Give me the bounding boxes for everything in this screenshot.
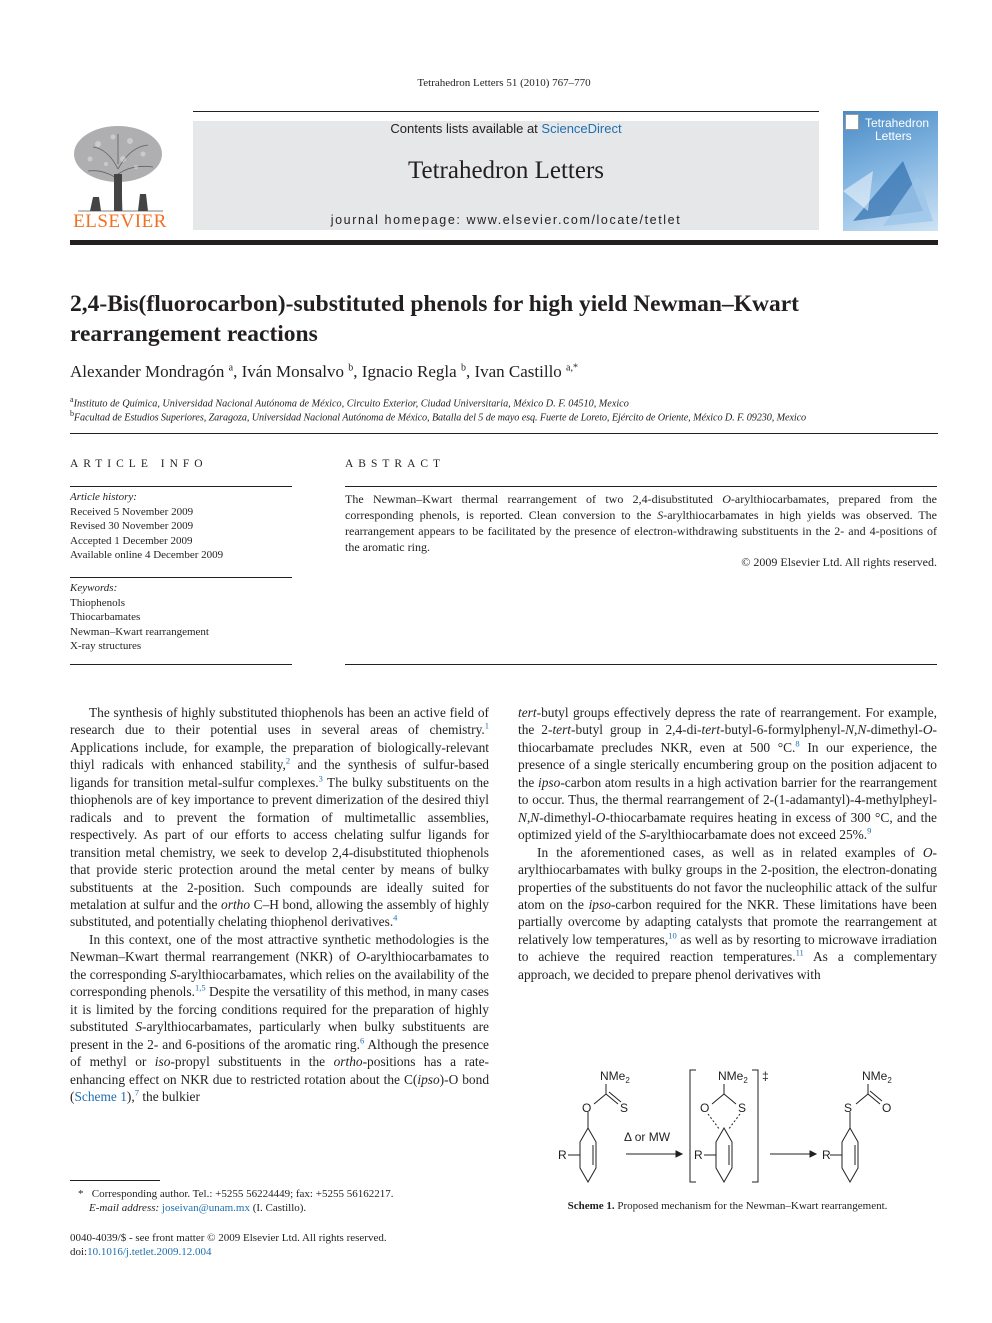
article-title: 2,4-Bis(fluorocarbon)-substituted phenols for high yield Newman–Kwart rearrangement reactions [70,291,799,347]
reference-link[interactable]: 1,5 [194,982,206,993]
article-info-rule [70,486,292,487]
reference-link[interactable]: 8 [795,738,800,749]
footnote-rule [70,1180,160,1181]
body-paragraph: In the aforementioned cases, as well as in related examples of O-arylthiocarbamates with bulky groups in the 2-position, the electron-donating properties of the substituents do not favor the nucleophilic attack of the sulfur atom on the ipso-carbon required for the NKR. These limitations have been partially overcome by adapting catalysts that promote the rearrangement at relatively low temperatures,$^{10}$ as well as by resorting to microwave irradiation to achieve the required reaction temperatures.$^{11}$ As a complementary approach, we decided to prepare phenol derivatives with [518,844,938,982]
reference-link[interactable]: 10 [668,930,677,941]
elsevier-logo[interactable] [68,119,172,234]
scheme-label: R [558,1148,567,1162]
journal-homepage[interactable]: journal homepage: www.elsevier.com/locate/tetlet [330,213,682,227]
body-left-column [70,704,489,1105]
history-item: Available online 4 December 2009 [70,549,224,562]
header-thick-rule [70,240,938,245]
author-name[interactable]: Ignacio Regla [361,362,457,381]
cover-artwork-icon [843,151,938,231]
author-name[interactable]: Ivan Castillo [474,362,562,381]
scheme-label: R [694,1148,703,1162]
reference-link[interactable]: 11 [795,947,804,958]
email-link[interactable]: joseivan@unam.mx [161,1202,250,1214]
affiliation-a: $^a$Instituto de Química, Universidad Nacional Autónoma de México, Circuito Exterior, Ciudad Universitaria, México D. F. 04510, Mexico [70,395,629,410]
article-info-heading: ARTICLE INFO [70,458,208,470]
sciencedirect-link[interactable]: ScienceDirect [541,121,622,136]
journal-citation: Tetrahedron Letters 51 (2010) 767–770 [417,77,591,89]
scheme-label: NMe$_2$ [600,1069,630,1085]
abstract-bottom-rule [345,664,937,665]
reference-link[interactable]: 9 [867,825,872,836]
keywords: Keywords: Thiophenols Thiocarbamates Newman–Kwart rearrangement X-ray structures [70,581,292,654]
reference-link[interactable]: 2 [285,755,291,766]
article-history: Article history: Received 5 November 2009 Revised 30 November 2009 Accepted 1 December 2009 Available online 4 December 2009 [70,490,292,563]
article-info-bottom-rule [70,664,292,665]
keyword-item: Newman–Kwart rearrangement [70,625,209,638]
author-list: Alexander Mondragón $^a$, Iván Monsalvo $^b$, Ignacio Regla $^b$, Ivan Castillo $^{a,*}$ [70,362,578,381]
scheme-label: O [882,1101,892,1115]
affiliation-b: $^b$Facultad de Estudios Superiores, Zaragoza, Universidad Nacional Autónoma de México, Batalla del 5 de mayo esq. Fuerte de Loreto, Ejército de Oriente, México D. F. 09230, Mexico [70,409,806,424]
scheme-label: NMe$_2$ [862,1069,892,1085]
elsevier-wordmark: ELSEVIER [73,211,167,232]
cover-title: Tetrahedron Letters [865,116,930,143]
abstract-heading: ABSTRACT [345,458,446,470]
scheme-label: S [738,1101,747,1115]
scheme-label: S [844,1101,853,1115]
page-footer: 0040-4039/$ - see front matter © 2009 Elsevier Ltd. All rights reserved. doi:10.1016/j.tetlet.2009.12.004 [70,1232,387,1258]
scheme-label: NMe$_2$ [718,1069,748,1085]
keyword-item: Thiophenols [70,596,125,609]
doi-link[interactable]: 10.1016/j.tetlet.2009.12.004 [87,1246,212,1258]
keywords-rule [70,577,292,578]
copyright: © 2009 Elsevier Ltd. All rights reserved. [741,555,937,569]
corresponding-footnote: * Corresponding author. Tel.: +5255 56224449; fax: +5255 56162217. E-mail address: joseivan@unam.mx (I. Castillo). [78,1188,394,1214]
author-name[interactable]: Alexander Mondragón [70,362,225,381]
reference-link[interactable]: 6 [359,1035,365,1046]
author-name[interactable]: Iván Monsalvo [241,362,345,381]
body-paragraph: The synthesis of highly substituted thiophenols has been an active field of research due to their potential uses in several areas of chemistry.$^1$ Applications include, for example, the preparation of biologically-relevant thiyl radicals with enhanced stability,$^2$ and the synthesis of sulfur-based ligands for transition metal-sulfur complexes.$^3$ The bulky substituents on the thiophenols are of key importance to prevent dimerization of the desired thiyl radicals and to prevent the formation of multimetallic assemblies, respectively. As part of our efforts to access chelating sulfur ligands for transition metal chemistry, we seek to develop 2,4-disubstituted thiophenols that provide steric protection around the metal center by means of bulky substituents at the 2-position. Such compounds are ideally suited for metalation at sulfur and the ortho C–H bond, allowing the assembly of highly substituted, and potentially chelating thiophenol derivatives.$^4$ [70,705,489,930]
reference-link[interactable]: 4 [393,912,398,923]
reference-link[interactable]: 7 [134,1087,139,1098]
scheme-conditions: Δ or MW [624,1130,671,1144]
scheme-label: O [582,1101,592,1115]
journal-cover[interactable] [843,111,938,231]
cover-logo-icon [845,114,859,130]
history-item: Revised 30 November 2009 [70,520,194,533]
elsevier-tree-icon [68,119,172,215]
affiliation-rule [70,433,938,434]
body-paragraph: In this context, one of the most attractive synthetic methodologies is the Newman–Kwart thermal rearrangement (NKR) of O-arylthiocarbamates to the corresponding S-arylthiocarbamates, which relies on the availability of the corresponding phenols.$^{1,5}$ Despite the versatility of this method, in many cases it is limited by the forcing conditions required for the preparation of highly substituted S-arylthiocarbamates, particularly when bulky substituents are present in the 2- and 6-positions of the aromatic ring.$^6$ Although the presence of methyl or iso-propyl substituents in the ortho-positions has a rate-enhancing effect on NKR due to restricted rotation about the C(ipso)-O bond (Scheme 1),$^7$ the bulkier [70,931,490,1104]
scheme-1-diagram [548,1062,918,1192]
scheme-label: O [700,1101,710,1115]
reference-link[interactable]: 1 [484,720,489,731]
transition-state-dagger: ‡ [762,1069,769,1083]
abstract-rule [345,486,937,487]
scheme-link[interactable]: Scheme 1 [74,1088,127,1104]
history-item: Accepted 1 December 2009 [70,534,193,547]
scheme-caption: Scheme 1. Proposed mechanism for the Newman–Kwart rearrangement. [567,1200,888,1212]
keyword-item: Thiocarbamates [70,611,141,624]
body-paragraph: tert-butyl groups effectively depress the rate of rearrangement. For example, the 2-tert-butyl group in 2,4-di-tert-butyl-6-formylphenyl-N,N-dimethyl-O-thiocarbamate precludes NKR, even at 500 °C.$^8$ In our experience, the presence of a single sterically encumbering group on the position adjacent to the ipso-carbon atom results in a high activation barrier for the rearrangement to occur. Thus, the thermal rearrangement of 2-(1-adamantyl)-4-methylpheyl-N,N-dimethyl-O-thiocarbamate requires heating in excess of 300 °C, and the optimized yield of the S-arylthiocarbamate does not exceed 25%.$^9$ [518,705,937,843]
journal-name[interactable]: Tetrahedron Letters [407,157,605,184]
scheme-label: S [620,1101,629,1115]
scheme-label: R [822,1148,831,1162]
body-right-column [518,704,937,983]
header-rule [193,111,819,112]
reference-link[interactable]: 3 [318,773,323,784]
history-item: Received 5 November 2009 [70,505,194,518]
keyword-item: X-ray structures [70,640,142,653]
contents-prefix: Contents lists available at [390,121,542,136]
contents-line [193,121,819,136]
abstract-text: The Newman–Kwart thermal rearrangement of two 2,4-disubstituted O-arylthiocarbamates, prepared from the corresponding phenols, is reported. Clean conversion to the S-arylthiocarbamates in high yields was observed. The rearrangement appears to be facilitated by the presence of electron-withdrawing substituents in the 2- and 4-positions of the aromatic ring. [345,492,938,554]
